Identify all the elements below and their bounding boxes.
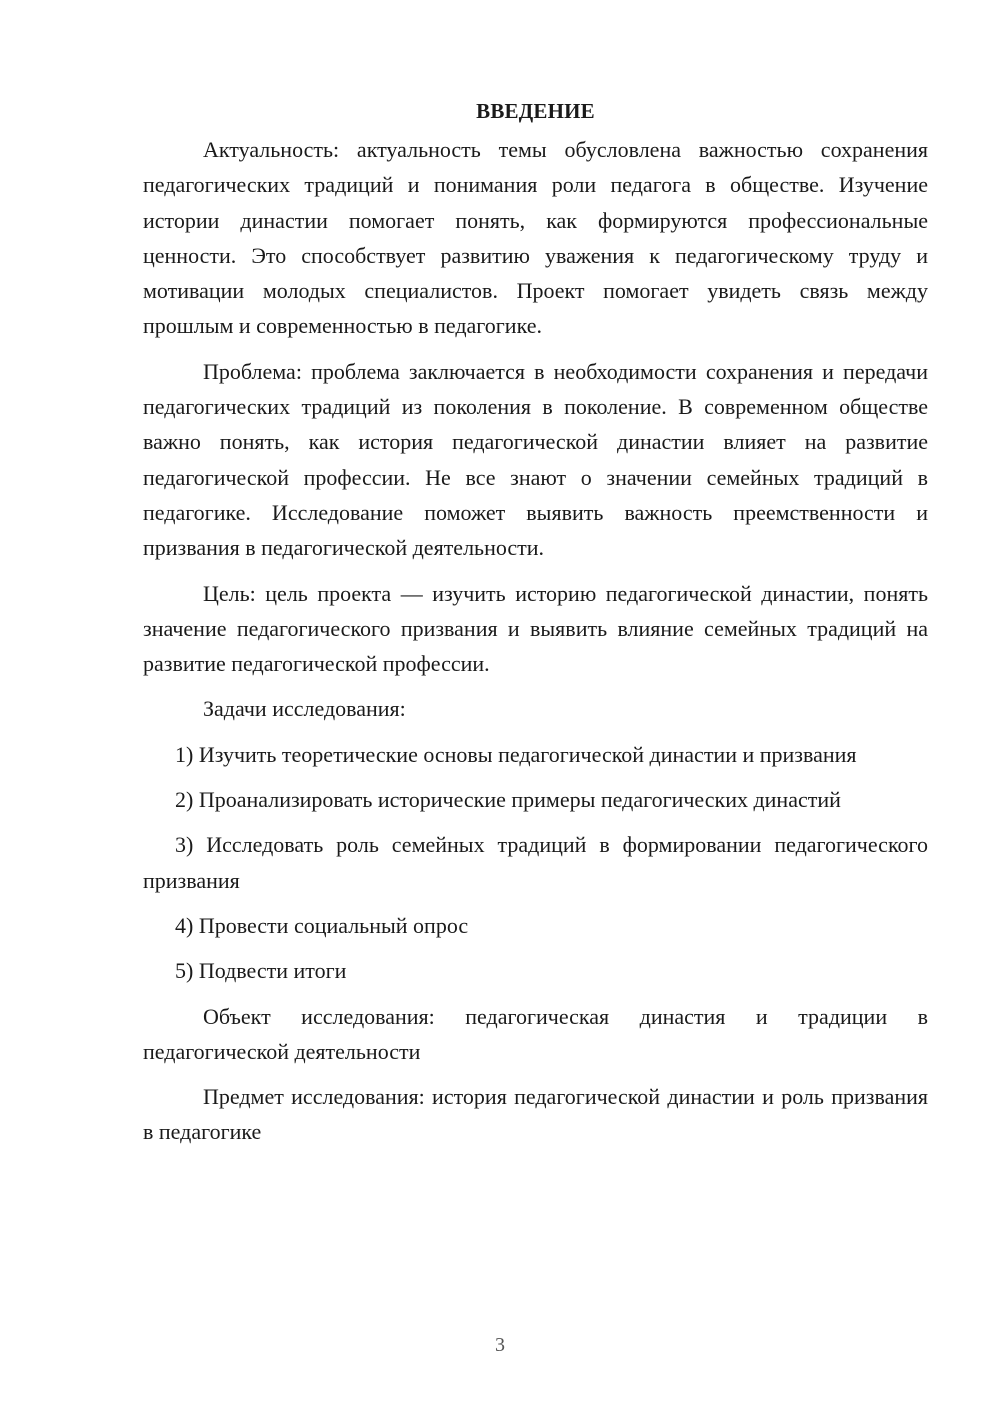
subject-paragraph: Предмет исследования: история педагогической династии и роль призвания в педагогике [143, 1084, 928, 1145]
section-title: ВВЕДЕНИЕ [476, 99, 595, 123]
relevance-paragraph: Актуальность: актуальность темы обусловлена важностью сохранения педагогических традиций и понимания роли педагога в обществе. Изучение истории династии помогает понять, как формируются профессиональные ценности. Это способствует развитию уважения к педагогическому труду и мотивации молодых специалистов. Проект помогает увидеть связь между прошлым и современностью в педагогике. [143, 137, 928, 339]
list-item: 5) Подвести итоги [175, 958, 347, 984]
list-item: 2) Проанализировать исторические примеры педагогических династий [175, 787, 841, 813]
problem-paragraph: Проблема: проблема заключается в необходимости сохранения и передачи педагогических традиций из поколения в поколение. В современном обществе важно понять, как история педагогической династии влияет на развитие педагогической профессии. Не все знают о значении семейных традиций в педагогике. Исследование поможет выявить важность преемственности и призвания в педагогической деятельности. [143, 358, 928, 561]
goal-paragraph: Цель: цель проекта — изучить историю педагогической династии, понять значение педагогического призвания и выявить влияние семейных традиций на развитие педагогической профессии. [143, 580, 928, 677]
tasks-list [143, 737, 928, 989]
list-item: 4) Провести социальный опрос [175, 912, 469, 938]
list-item: 3) Исследовать роль семейных традиций в формировании педагогического призвания [143, 832, 928, 893]
object-paragraph: Объект исследования: педагогическая династия и традиции в педагогической деятельности [143, 1003, 928, 1064]
page-number: 3 [495, 1334, 505, 1356]
document-page [143, 96, 928, 1160]
list-item: 1) Изучить теоретические основы педагогической династии и призвания [175, 741, 857, 767]
tasks-heading: Задачи исследования: [203, 696, 406, 722]
